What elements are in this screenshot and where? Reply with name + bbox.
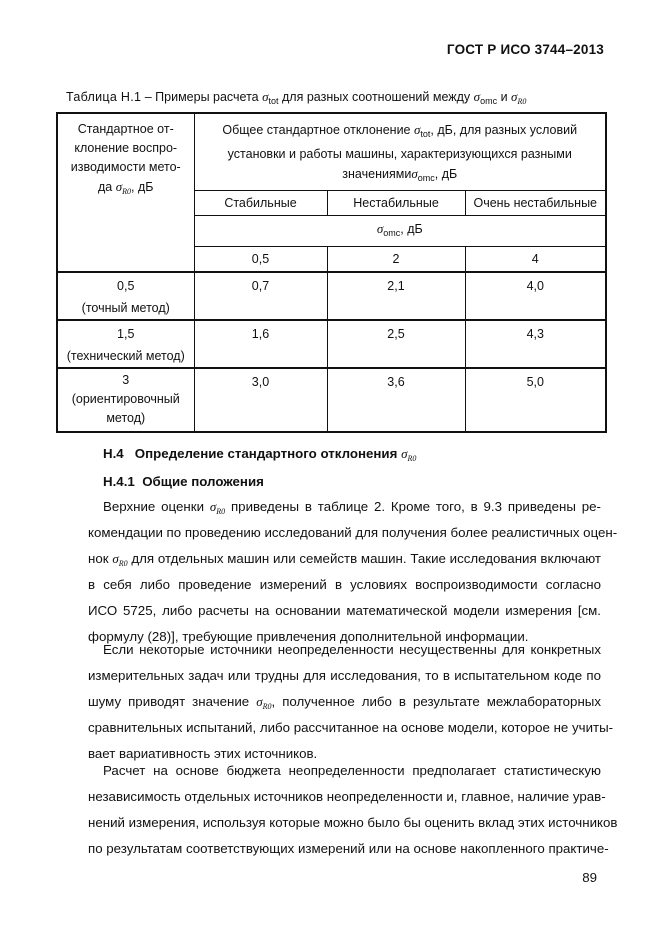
table-cell: 1,6 (194, 320, 327, 368)
group-header: Общее стандартное отклонение $\sigma_{tot}$, дБ, для разных условий установки и работы машины, характеризующихся разными значениямиσ$_{omc}$, дБ (194, 113, 606, 191)
table-row (57, 272, 606, 320)
document-standard-header: ГОСТ Р ИСО 3744–2013 (446, 42, 604, 57)
section-heading-h41: Н.4.1 Общие положения (103, 474, 264, 489)
table-cell: 2,1 (327, 272, 465, 320)
table-cell: 3,0 (194, 368, 327, 432)
paragraph-2: Если некоторые источники неопределенности несущественны для конкретных измерительных задач или трудны для исследования, то в испытательном коде по шуму приводят значение $\sigma_{R0}$, полученное либо в результате межлабораторных сравнительных испытаний, либо рассчитанное на основе модели, которое не учиты- вает вариативность этих источников. (88, 642, 614, 761)
caption-text-3: и (497, 90, 512, 104)
caption-text-2: для разных соотношений между (278, 90, 474, 104)
sigma-tot-symbol: $\sigma_{tot}$ (262, 89, 279, 106)
omc-value: 4 (465, 247, 606, 273)
condition-unstable: Нестабильные (327, 191, 465, 216)
condition-very-unstable: Очень нестабильные (465, 191, 606, 216)
page-number: 89 (582, 870, 597, 885)
paragraph-1: Верхние оценки $\sigma_{R0}$ приведены в таблице 2. Кроме того, в 9.3 приведены ре- комендации по проведению исследований для получения более реалистичных оцен- нок $\sigma_{R0}$ для отдельных машин или семейств машин. Такие исследования включают в себя либо проведение измерений в условиях воспроизводимости согласно ИСО 5725, либо расчеты на основании математической модели измерения [см. формулу (28)], требующие привлечения дополнительной информации. (88, 499, 618, 644)
examples-table (56, 112, 607, 433)
row-label: 3 (ориентировочный метод) (57, 368, 194, 432)
omc-header: $\sigma_{omc}$, дБ (194, 216, 606, 247)
table-cell: 2,5 (327, 320, 465, 368)
table-row (57, 320, 606, 368)
table-cell: 3,6 (327, 368, 465, 432)
table-caption (66, 89, 526, 106)
table-row (57, 368, 606, 432)
row-label: 1,5 (технический метод) (57, 320, 194, 368)
table-cell: 4,3 (465, 320, 606, 368)
omc-value: 0,5 (194, 247, 327, 273)
col1-header: Стандартное от- клонение воспро- изводимости мето- да $\sigma_{R0}$, дБ (57, 113, 194, 272)
paragraph-3: Расчет на основе бюджета неопределенности предполагает статистическую независимость отдельных источников неопределенности и, главное, наличие урав- нений измерения, используя которые можно было бы оценить вклад этих источников по результатам соответствующих измерений или на основе накопленного практиче- (88, 763, 618, 856)
row-label: 0,5 (точный метод) (57, 272, 194, 320)
caption-label: Таблица Н.1 (66, 90, 142, 104)
table-cell: 4,0 (465, 272, 606, 320)
section-heading-h4: Н.4 Определение стандартного отклонения $\sigma_{R0}$ (103, 446, 417, 463)
omc-value: 2 (327, 247, 465, 273)
table-cell: 5,0 (465, 368, 606, 432)
sigma-omc-symbol: $\sigma_{omc}$ (473, 89, 498, 106)
table-cell: 0,7 (194, 272, 327, 320)
caption-text: – Примеры расчета (141, 90, 263, 104)
condition-stable: Стабильные (194, 191, 327, 216)
sigma-r0-symbol: $\sigma_{R0}$ (511, 89, 527, 106)
